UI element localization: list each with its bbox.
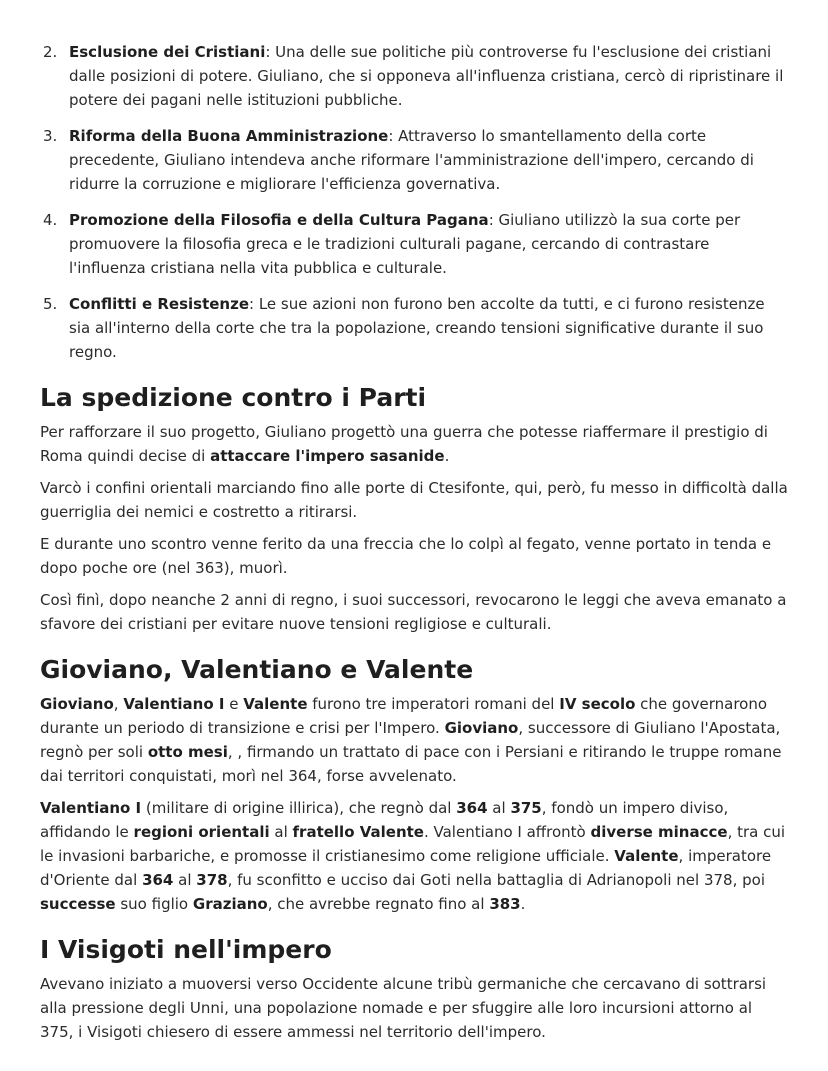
text-run: e	[224, 695, 244, 713]
section-heading-visigoti: I Visigoti nell'impero	[40, 935, 332, 964]
paragraph	[40, 692, 788, 788]
text-run: , fondò un impero diviso, affidando le	[40, 799, 729, 841]
text-run: , fu sconfitto e ucciso dai Goti nella battaglia di Adrianopoli nel 378, poi	[227, 871, 765, 889]
text-run: suo figlio	[115, 895, 193, 913]
bold-text: 378	[196, 871, 228, 889]
bold-text: otto mesi	[147, 743, 228, 761]
bold-text: fratello Valente	[292, 823, 424, 841]
list-item-text: : Le sue azioni non furono ben accolte da tutti, e ci furono resistenze sia all'interno della corte che tra la popolazione, creando tensioni significative durante il suo regno.	[69, 295, 765, 361]
bold-text: IV secolo	[559, 695, 636, 713]
list-item-text: : Una delle sue politiche più controverse fu l'esclusione dei cristiani dalle posizioni di potere. Giuliano, che si opponeva all'influenza cristiana, cercò di ripristinare il potere dei pagani nelle istituzioni pubbliche.	[69, 43, 784, 109]
bold-text: 364	[456, 799, 488, 817]
bold-text: Graziano	[192, 895, 268, 913]
text-run: . Valentiano I affrontò	[423, 823, 591, 841]
section-heading-imperatori: Gioviano, Valentiano e Valente	[40, 655, 474, 684]
policy-list	[40, 40, 788, 364]
text-run: ,	[113, 695, 124, 713]
list-item-title: Riforma della Buona Amministrazione	[69, 127, 389, 145]
list-number: 5.	[43, 295, 58, 313]
list-item	[40, 40, 788, 112]
bold-text: successe	[40, 895, 116, 913]
bold-text: 364	[142, 871, 174, 889]
bold-text: Valente	[243, 695, 308, 713]
text-run: Per rafforzare il suo progetto, Giuliano progettò una guerra che potesse riaffermare il prestigio di Roma quindi decise di	[40, 423, 768, 465]
paragraph: E durante uno scontro venne ferito da una freccia che lo colpì al fegato, venne portato in tenda e dopo poche ore (nel 363), muorì.	[40, 535, 772, 577]
list-item-title: Promozione della Filosofia e della Cultura Pagana	[69, 211, 489, 229]
text-run: al	[269, 823, 293, 841]
text-run: , imperatore d'Oriente dal	[40, 847, 772, 889]
text-run: .	[444, 447, 450, 465]
bold-text: Gioviano	[444, 719, 519, 737]
section-heading-parti: La spedizione contro i Parti	[40, 383, 427, 412]
list-number: 2.	[43, 43, 58, 61]
paragraph	[40, 796, 788, 916]
list-number: 3.	[43, 127, 58, 145]
text-run: al	[173, 871, 197, 889]
list-number: 4.	[43, 211, 58, 229]
paragraph: Varcò i confini orientali marciando fino alle porte di Ctesifonte, qui, però, fu messo in difficoltà dalla guerriglia dei nemici e costretto a ritirarsi.	[40, 479, 788, 521]
bold-text: Gioviano	[40, 695, 114, 713]
text-run: , successore di Giuliano l'Apostata, regnò per soli	[40, 719, 781, 761]
bold-text: 375	[510, 799, 542, 817]
text-run: , che avrebbe regnato fino al	[267, 895, 490, 913]
list-item	[40, 208, 788, 280]
paragraph: Avevano iniziato a muoversi verso Occidente alcune tribù germaniche che cercavano di sottrarsi alla pressione degli Unni, una popolazione nomade e per sfuggire alle loro incursioni attorno al 375, i Visigoti chiesero di essere ammessi nel territorio dell'impero.	[40, 975, 767, 1041]
bold-text: diverse minacce	[590, 823, 728, 841]
list-item-title: Esclusione dei Cristiani	[69, 43, 266, 61]
bold-text: attaccare l'impero sasanide	[210, 447, 445, 465]
text-run: al	[487, 799, 511, 817]
bold-text: Valente	[614, 847, 679, 865]
text-run: che governarono durante un periodo di transizione e crisi per l'Impero.	[40, 695, 768, 737]
text-run: , tra cui le invasioni barbariche, e promosse il cristianesimo come religione ufficiale.	[40, 823, 786, 865]
bold-text: Valentiano I	[123, 695, 225, 713]
text-run: .	[520, 895, 526, 913]
bold-text: Valentiano I	[40, 799, 142, 817]
list-item	[40, 292, 788, 364]
text-run: , , firmando un trattato di pace con i Persiani e ritirando le truppe romane dai territori conquistati, morì nel 364, forse avvelenato.	[40, 743, 782, 785]
bold-text: 383	[489, 895, 521, 913]
text-run: furono tre imperatori romani del	[307, 695, 560, 713]
list-item-text: : Giuliano utilizzò la sua corte per promuovere la filosofia greca e le tradizioni culturali pagane, cercando di contrastare l'influenza cristiana nella vita pubblica e culturale.	[69, 211, 741, 277]
list-item-text: : Attraverso lo smantellamento della corte precedente, Giuliano intendeva anche riformare l'amministrazione dell'impero, cercando di ridurre la corruzione e migliorare l'efficienza governativa.	[69, 127, 754, 193]
paragraph	[40, 420, 788, 468]
list-item	[40, 124, 788, 196]
paragraph: Così finì, dopo neanche 2 anni di regno, i suoi successori, revocarono le leggi che aveva emanato a sfavore dei cristiani per evitare nuove tensioni regligiose e culturali.	[40, 591, 787, 633]
bold-text: regioni orientali	[133, 823, 270, 841]
text-run: (militare di origine illirica), che regnò dal	[141, 799, 457, 817]
list-item-title: Conflitti e Resistenze	[69, 295, 249, 313]
